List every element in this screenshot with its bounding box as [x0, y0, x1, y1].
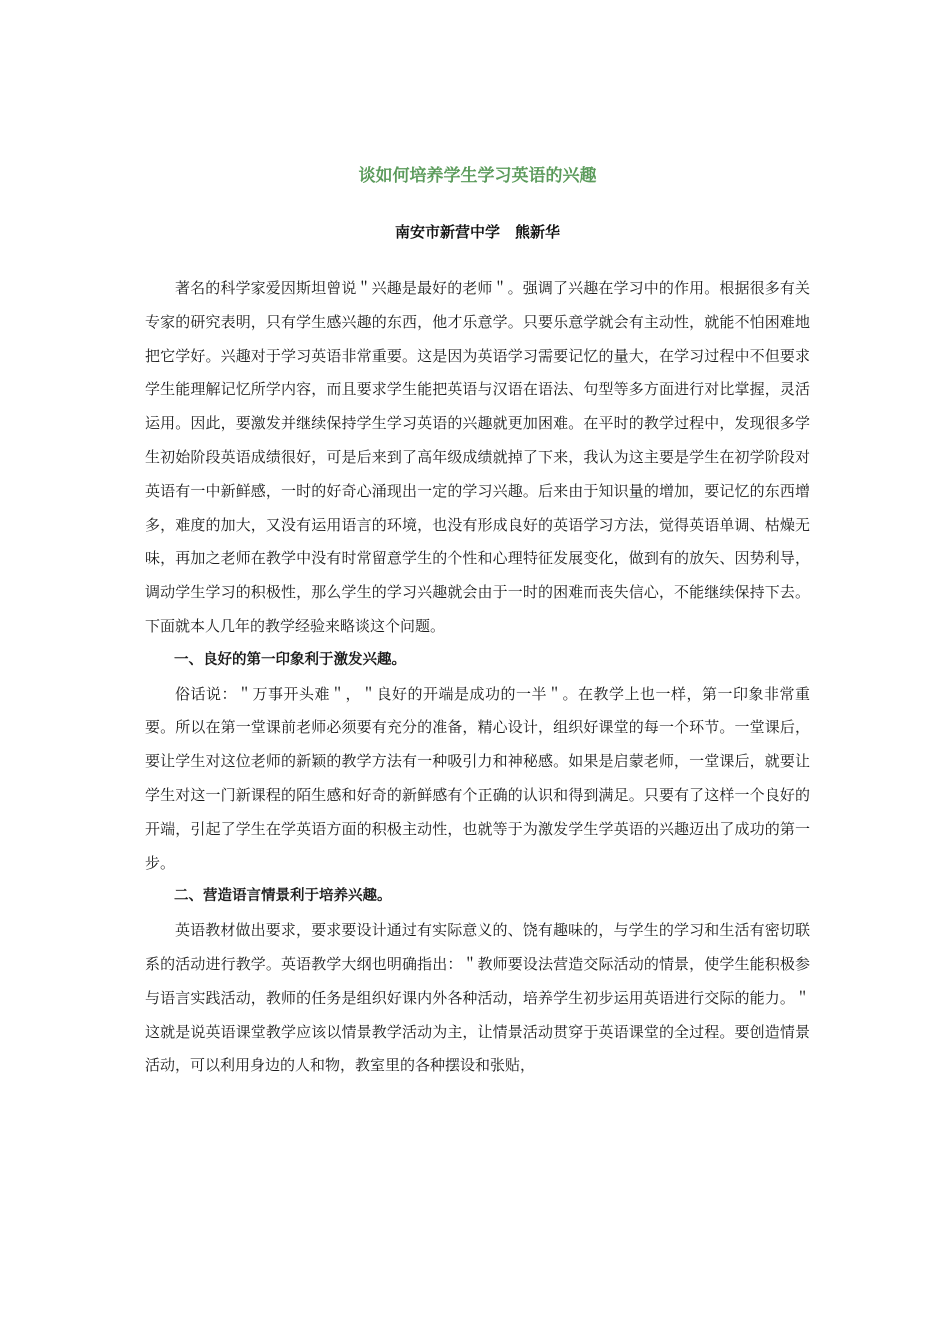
section-heading-2: 二、营造语言情景利于培养兴趣。: [174, 888, 392, 905]
document-title: 谈如何培养学生学习英语的兴趣: [358, 166, 597, 186]
section-paragraph-1: 俗话说：＂万事开头难＂，＂良好的开端是成功的一半＂。在教学上也一样，第一印象非常重要。所以在第一堂课前老师必须要有充分的准备，精心设计，组织好课堂的每一个环节。一堂课后，要让学生对这位老师的新颖的教学方法有一种吸引力和神秘感。如果是启蒙老师，一堂课后，就要让学生对这一门新课程的陌生感和好奇的新鲜感有个正确的认识和得到满足。只要有了这样一个良好的开端，引起了学生在学英语方面的积极主动性，也就等于为激发学生学英语的兴趣迈出了成功的第一步。: [145, 684, 810, 872]
section-heading-1: 一、良好的第一印象利于激发兴趣。: [174, 651, 406, 668]
author-line: 南安市新营中学 熊新华: [394, 223, 560, 241]
intro-paragraph: 著名的科学家爱因斯坦曾说＂兴趣是最好的老师＂。强调了兴趣在学习中的作用。根据很多有关专家的研究表明，只有学生感兴趣的东西，他才乐意学。只要乐意学就会有主动性，就能不怕困难地把它学好。兴趣对于学习英语非常重要。这是因为英语学习需要记忆的量大，在学习过程中不但要求学生能理解记忆所学内容，而且要求学生能把英语与汉语在语法、句型等多方面进行对比掌握，灵活运用。因此，要激发并继续保持学生学习英语的兴趣就更加困难。在平时的教学过程中，发现很多学生初始阶段英语成绩很好，可是后来到了高年级成绩就掉了下来，我认为这主要是学生在初学阶段对英语有一中新鲜感，一时的好奇心涌现出一定的学习兴趣。后来由于知识量的增加，要记忆的东西增多，难度的加大，又没有运用语言的环境，也没有形成良好的英语学习方法，觉得英语单调、枯燥无味，再加之老师在教学中没有时常留意学生的个性和心理特征发展变化，做到有的放矢、因势利导，调动学生学习的积极性，那么学生的学习兴趣就会由于一时的困难而丧失信心，不能继续保持下去。下面就本人几年的教学经验来略谈这个问题。: [145, 279, 810, 635]
section-paragraph-2: 英语教材做出要求，要求要设计通过有实际意义的、饶有趣味的，与学生的学习和生活有密切联系的活动进行教学。英语教学大纲也明确指出：＂教师要设法营造交际活动的情景，使学生能积极参与语言实践活动，教师的任务是组织好课内外各种活动，培养学生初步运用英语进行交际的能力。＂这就是说英语课堂教学应该以情景教学活动为主，让情景活动贯穿于英语课堂的全过程。要创造情景活动，可以利用身边的人和物，教室里的各种摆设和张贴，: [145, 921, 810, 1075]
document-body: [145, 272, 810, 1083]
